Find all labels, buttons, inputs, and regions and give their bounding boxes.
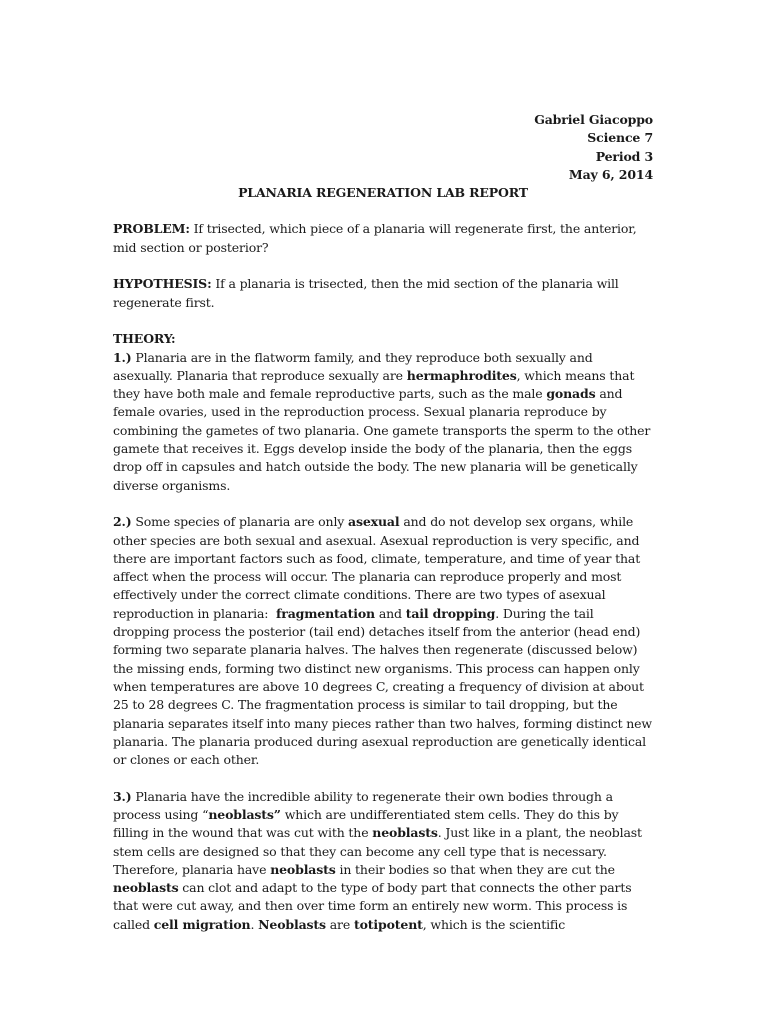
bold-term: tail dropping	[405, 605, 496, 621]
paragraph-number: 1.)	[113, 349, 132, 365]
body-text: Planaria are in the flatworm family, and they reproduce both sexually and asexually. Planaria that reproduce sexually are	[113, 349, 593, 383]
report-date: May 6, 2014	[568, 166, 653, 182]
document-page	[113, 111, 653, 952]
body-text: . Just like in a plant, the neoblast stem cells are designed so that they can become any cell type that is necessary. Therefore, planaria have	[113, 825, 642, 877]
body-text: Some species of planaria are only	[135, 514, 345, 530]
body-text: , which is the scientific	[422, 916, 566, 932]
bold-term: fragmentation	[276, 605, 375, 621]
bold-term: Neoblasts	[258, 916, 326, 932]
bold-term: cell migration	[153, 916, 251, 932]
class-name: Science 7	[587, 130, 653, 146]
problem-paragraph	[113, 220, 653, 257]
body-text: which are undifferentiated stem cells. They do this by filling in the wound that was cut with the	[113, 806, 619, 841]
body-text: and	[378, 605, 402, 621]
period: Period 3	[595, 148, 653, 164]
problem-text: If trisected, which piece of a planaria will regenerate first, the anterior, mid section or posterior?	[113, 221, 637, 255]
paragraph-number: 3.)	[113, 788, 132, 804]
report-title: PLANARIA REGENERATION LAB REPORT	[238, 185, 528, 201]
body-text: .	[250, 916, 255, 932]
body-text: in their bodies so that when they are cut the	[339, 861, 615, 877]
body-text: . During the tail dropping process the posterior (tail end) detaches itself from the anterior (head end) forming two separate planaria halves. The halves then regenerate (discussed below) the missing ends, forming two distinct new organisms. This process can happen only when temperatures are above 10 degrees C, creating a frequency of division at about 25 to 28 degrees C. The fragmentation process is similar to tail dropping, but the planaria separates itself into many pieces rather than two halves, forming distinct new planaria. The planaria produced during asexual reproduction are genetically identical or clones or each other.	[113, 605, 652, 768]
bold-term: asexual	[348, 514, 400, 530]
author-name: Gabriel Giacoppo	[534, 112, 653, 127]
bold-term: neoblasts	[372, 825, 438, 841]
bold-term: neoblasts”	[208, 806, 281, 822]
bold-term: gonads	[546, 386, 596, 402]
bold-term: totipotent	[353, 916, 423, 932]
bold-term: neoblasts	[113, 880, 179, 896]
hypothesis-text: If a planaria is trisected, then the mid section of the planaria will regenerate first.	[113, 276, 619, 310]
body-text: , which means that they have both male and female reproductive parts, such as the male	[113, 367, 635, 402]
body-text: can clot and adapt to the type of body part that connects the other parts that were cut away, and then over time form an entirely new worm. This process is called	[113, 880, 632, 932]
body-text: and female ovaries, used in the reproduction process. Sexual planaria reproduce by combining the gametes of two planaria. One gamete transports the sperm to the other gamete that receives it. Eggs develop inside the body of the planaria, then the eggs drop off in capsules and hatch outside the body. The new planaria will be genetically diverse organisms.	[113, 386, 651, 493]
theory-heading: THEORY:	[113, 331, 176, 347]
theory-paragraph-2	[113, 513, 653, 769]
theory-paragraph-3	[113, 788, 653, 934]
body-text: are	[329, 916, 351, 932]
header-block	[113, 111, 653, 184]
body-text: and do not develop sex organs, while other species are both sexual and asexual. Asexual reproduction is very specific, and there are important factors such as food, climate, temperature, and time of year that affect when the process will occur. The planaria can reproduce properly and most effectively under the correct climate conditions. There are two types of asexual reproduction in planaria:	[113, 514, 641, 621]
body-text: Planaria have the incredible ability to regenerate their own bodies through a process using “	[113, 788, 613, 822]
hypothesis-paragraph	[113, 275, 653, 312]
paragraph-number: 2.)	[113, 514, 132, 530]
problem-label: PROBLEM:	[113, 221, 190, 237]
bold-term: hermaphrodites	[406, 367, 517, 383]
theory-paragraph-1	[113, 349, 653, 495]
hypothesis-label: HYPOTHESIS:	[113, 276, 212, 292]
bold-term: neoblasts	[270, 861, 336, 877]
